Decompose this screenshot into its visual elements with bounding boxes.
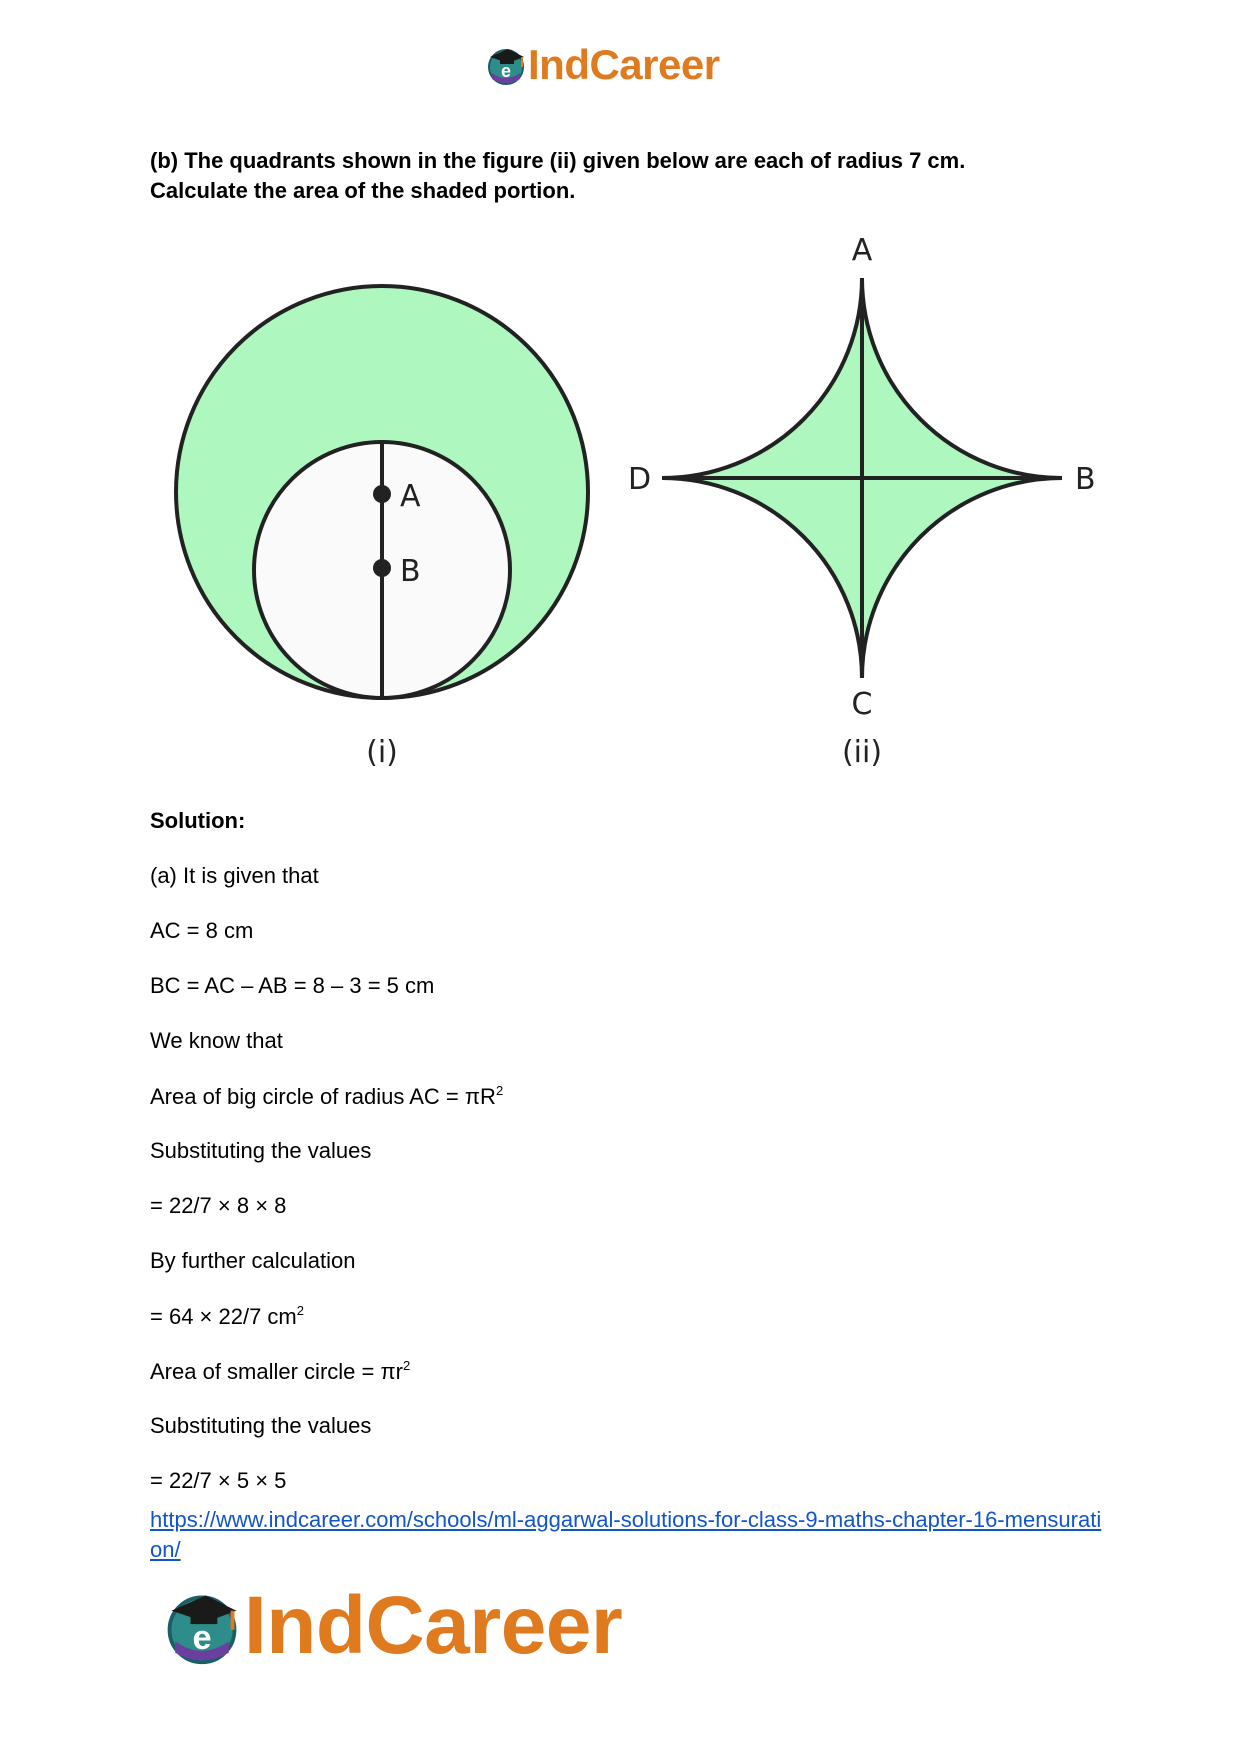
solution-line-text: Area of big circle of radius AC = πR bbox=[150, 1084, 496, 1109]
vertex-b-label: B bbox=[1075, 462, 1096, 497]
svg-text:e: e bbox=[500, 61, 512, 81]
footer-logo bbox=[160, 1578, 622, 1674]
solution-line: AC = 8 cm bbox=[150, 918, 254, 943]
solution-line: By further calculation bbox=[150, 1248, 356, 1273]
point-a-dot bbox=[373, 485, 391, 503]
solution-line bbox=[150, 1358, 410, 1385]
solution-line: Substituting the values bbox=[150, 1138, 372, 1163]
solution-line bbox=[150, 1083, 503, 1110]
solution-line: BC = AC – AB = 8 – 3 = 5 cm bbox=[150, 973, 435, 998]
source-link[interactable]: https://www.indcareer.com/schools/ml-aggarwal-solutions-for-class-9-maths-chapter-16-mensuration/ bbox=[150, 1507, 1102, 1562]
graduation-globe-icon bbox=[160, 1584, 244, 1668]
footer-logo-text: IndCareer bbox=[244, 1580, 623, 1671]
solution-line: (a) It is given that bbox=[150, 863, 319, 888]
question-line-2: Calculate the area of the shaded portion. bbox=[150, 178, 576, 203]
solution-line: We know that bbox=[150, 1028, 283, 1053]
solution-line bbox=[150, 1303, 304, 1330]
figure-ii bbox=[628, 233, 1096, 770]
point-a-label: A bbox=[400, 479, 421, 514]
superscript: 2 bbox=[296, 1303, 304, 1318]
superscript: 2 bbox=[495, 1083, 504, 1098]
vertex-d-label: D bbox=[628, 462, 652, 497]
question-line-1: (b) The quadrants shown in the figure (ii) given below are each of radius 7 cm. bbox=[150, 148, 966, 173]
solution-line-text: = 64 × 22/7 cm bbox=[150, 1304, 297, 1329]
point-b-label: B bbox=[400, 554, 421, 589]
graduation-globe-icon bbox=[484, 43, 528, 87]
header-logo-text: IndCareer bbox=[528, 41, 720, 88]
solution-line: = 22/7 × 5 × 5 bbox=[150, 1468, 287, 1493]
superscript: 2 bbox=[402, 1358, 411, 1373]
svg-text:e: e bbox=[192, 1618, 212, 1657]
solution-line: Substituting the values bbox=[150, 1413, 372, 1438]
vertex-a-label: A bbox=[851, 233, 873, 268]
figures bbox=[150, 230, 1110, 790]
vertex-c-label: C bbox=[851, 687, 873, 722]
point-b-dot bbox=[373, 559, 391, 577]
figure-i-caption: (i) bbox=[366, 735, 398, 770]
header-logo bbox=[484, 40, 720, 90]
solution-line-text: Area of smaller circle = πr bbox=[150, 1359, 403, 1384]
solution-line: = 22/7 × 8 × 8 bbox=[150, 1193, 287, 1218]
question-text bbox=[150, 146, 1110, 206]
figure-ii-caption: (ii) bbox=[841, 735, 883, 770]
figure-i bbox=[176, 286, 588, 770]
solution-heading: Solution: bbox=[150, 808, 246, 833]
